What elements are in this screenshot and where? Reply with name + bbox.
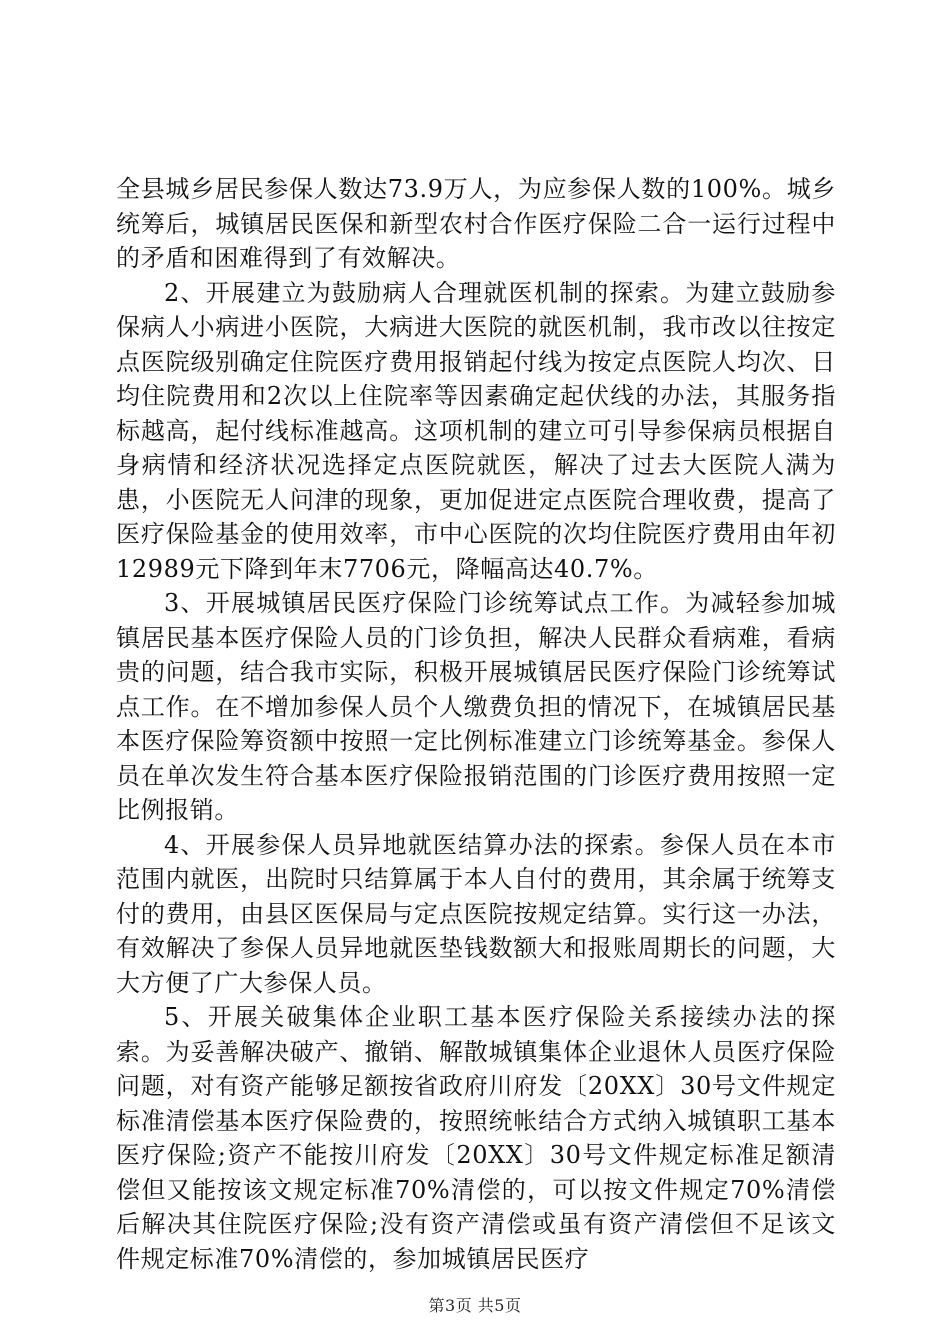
page-footer: 第3页 共5页: [428, 1296, 522, 1315]
paragraph-continuation: 全县城乡居民参保人数达73.9万人，为应参保人数的100%。城乡统筹后，城镇居民医保和新型农村合作医疗保险二合一运行过程中的矛盾和困难得到了有效解决。: [116, 175, 836, 272]
document-body: [116, 172, 836, 1276]
paragraph-item-4: 4、开展参保人员异地就医结算办法的探索。参保人员在本市范围内就医，出院时只结算属于本人自付的费用，其余属于统筹支付的费用，由县区医保局与定点医院按规定结算。实行这一办法，有效解决了参保人员异地就医垫钱数额大和报账周期长的问题，大大方便了广大参保人员。: [116, 830, 836, 997]
paragraph-item-2: 2、开展建立为鼓励病人合理就医机制的探索。为建立鼓励参保病人小病进小医院，大病进大医院的就医机制，我市改以往按定点医院级别确定住院医疗费用报销起付线为按定点医院人均次、日均住院费用和2次以上住院率等因素确定起伏线的办法，其服务指标越高，起付线标准越高。这项机制的建立可引导参保病员根据自身病情和经济状况选择定点医院就医，解决了过去大医院人满为患，小医院无人问津的现象，更加促进定点医院合理收费，提高了医疗保险基金的使用效率，市中心医院的次均住院医疗费用由年初12989元下降到年末7706元，降幅高达40.7%。: [116, 278, 836, 583]
paragraph-item-3: 3、开展城镇居民医疗保险门诊统筹试点工作。为减轻参加城镇居民基本医疗保险人员的门诊负担，解决人民群众看病难，看病贵的问题，结合我市实际，积极开展城镇居民医疗保险门诊统筹试点工作。在不增加参保人员个人缴费负担的情况下，在城镇居民基本医疗保险筹资额中按照一定比例标准建立门诊统筹基金。参保人员在单次发生符合基本医疗保险报销范围的门诊医疗费用按照一定比例报销。: [116, 589, 836, 824]
paragraph-item-5: 5、开展关破集体企业职工基本医疗保险关系接续办法的探索。为妥善解决破产、撤销、解散城镇集体企业退休人员医疗保险问题，对有资产能够足额按省政府川府发〔20XX〕30号文件规定标准清偿基本医疗保险费的，按照统帐结合方式纳入城镇职工基本医疗保险;资产不能按川府发〔20XX〕30号文件规定标准足额清偿但又能按该文规定标准70%清偿的，可以按文件规定70%清偿后解决其住院医疗保险;没有资产清偿或虽有资产清偿但不足该文件规定标准70%清偿的，参加城镇居民医疗: [116, 1003, 836, 1273]
